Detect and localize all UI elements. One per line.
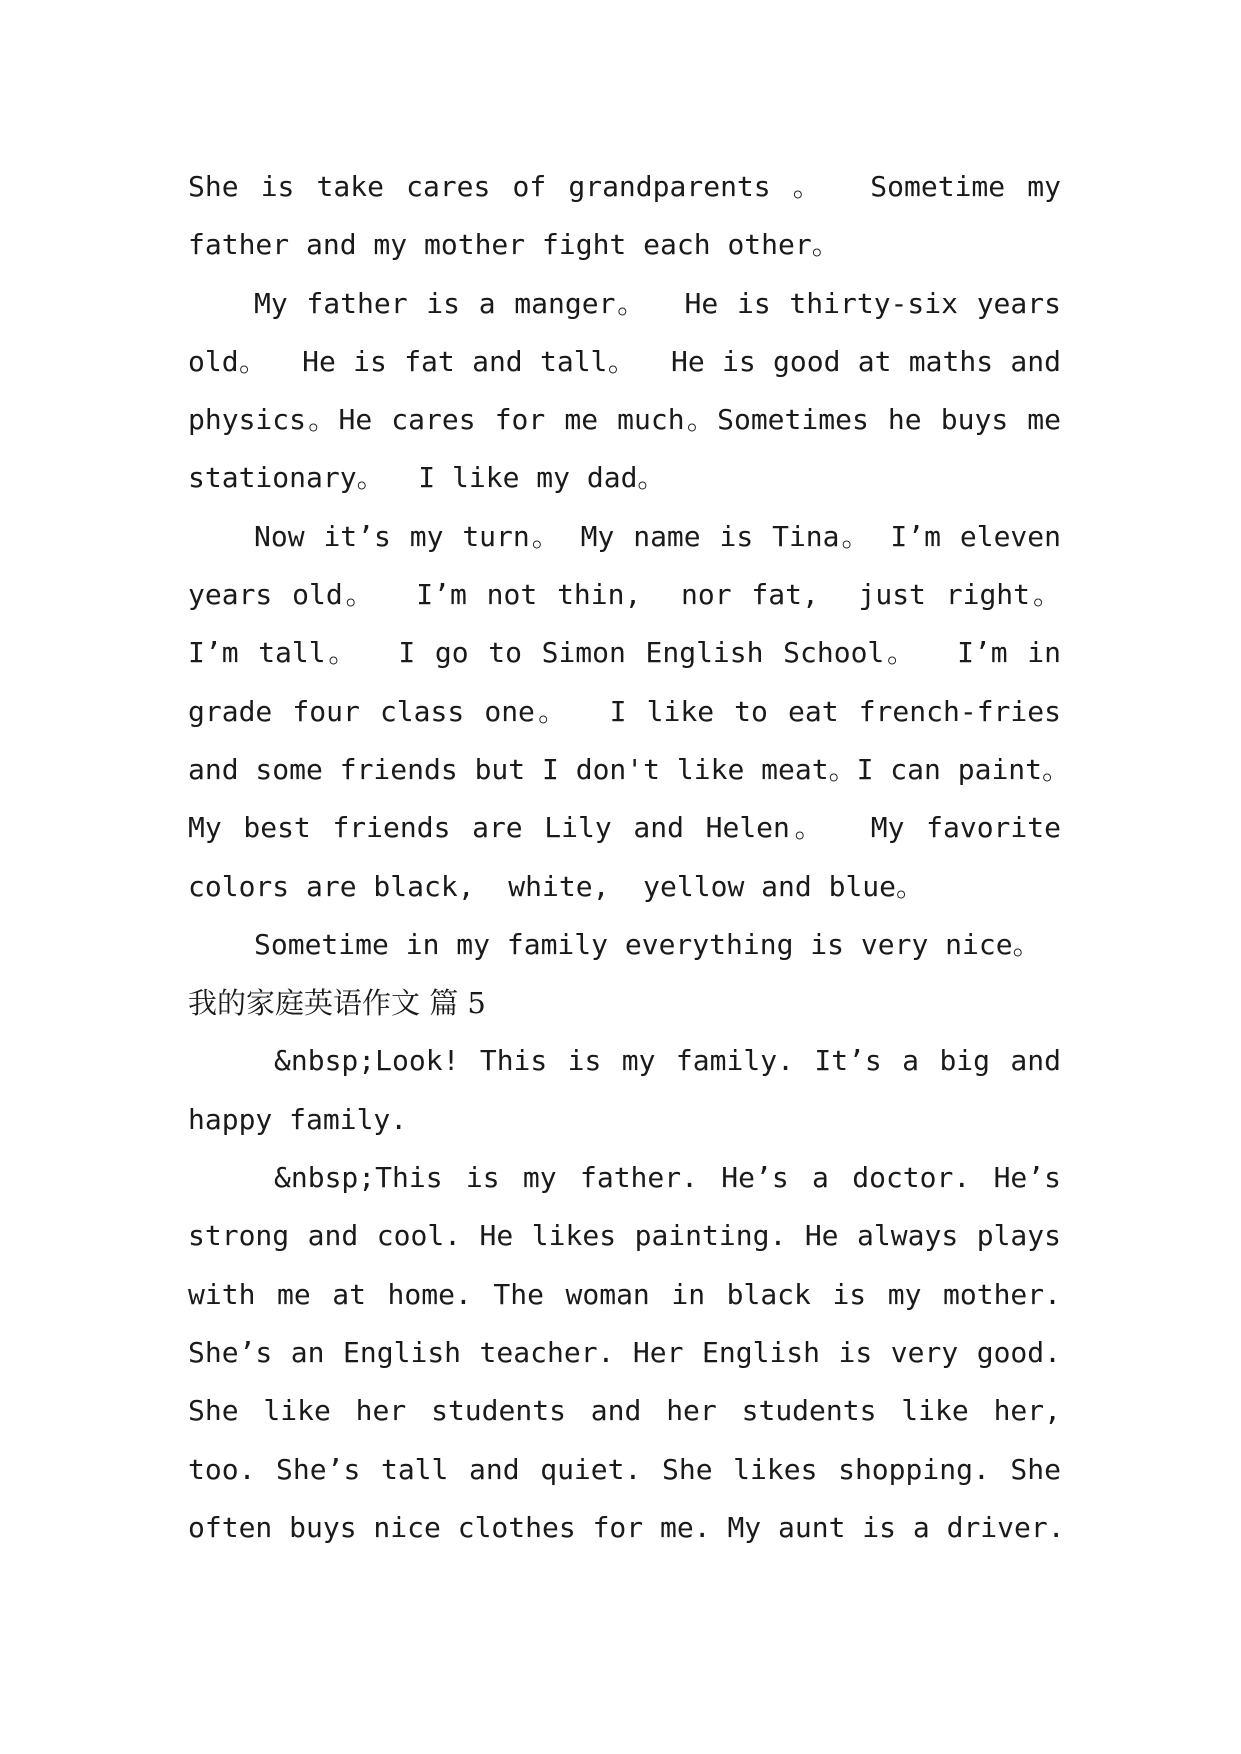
text-line: and some friends but I don't like meat。I can paint。 — [188, 752, 1071, 786]
text-line: years old。 I’m not thin, nor fat, just right。 — [188, 578, 1061, 612]
text-line: grade four class one。 I like to eat french-fries — [188, 694, 1061, 728]
text-line: often buys nice clothes for me. My aunt is a driver. — [188, 1510, 1065, 1544]
text-line: I’m tall。 I go to Simon English School。 I’m in — [188, 636, 1061, 670]
paragraph-start-line: Now it’s my turn。 My name is Tina。 I’m eleven — [254, 519, 1061, 553]
text-line: physics。He cares for me much。Sometimes he buys me — [188, 403, 1061, 437]
paragraph-start-line: &nbsp;This is my father. He’s a doctor. He’s — [274, 1161, 1061, 1195]
text-line: stationary。 I like my dad。 — [188, 461, 666, 495]
text-line: She like her students and her students like her, — [188, 1394, 1061, 1428]
text-line: colors are black, white, yellow and blue。 — [188, 869, 925, 903]
text-line: father and my mother fight each other。 — [188, 228, 840, 262]
text-line: old。 He is fat and tall。 He is good at maths and — [188, 344, 1061, 378]
text-line: strong and cool. He likes painting. He always plays — [188, 1219, 1061, 1253]
paragraph-start-line: My father is a manger。 He is thirty-six years — [254, 286, 1061, 320]
essay-text — [188, 158, 1071, 1557]
text-line: with me at home. The woman in black is my mother. — [188, 1277, 1061, 1311]
text-line: too. She’s tall and quiet. She likes shopping. She — [188, 1452, 1061, 1486]
paragraph-start-line: &nbsp;Look! This is my family. It’s a big and — [274, 1044, 1061, 1078]
text-line: happy family. — [188, 1102, 408, 1136]
text-line: My best friends are Lily and Helen。 My favorite — [188, 811, 1061, 845]
text-line: She’s an English teacher. Her English is very good. — [188, 1335, 1061, 1369]
paragraph-start-line: Sometime in my family everything is very nice。 — [254, 927, 1041, 961]
section-heading: 我的家庭英语作文 篇 5 — [188, 986, 486, 1021]
text-line: She is take cares of grandparents 。 Sometime my — [188, 170, 1061, 203]
